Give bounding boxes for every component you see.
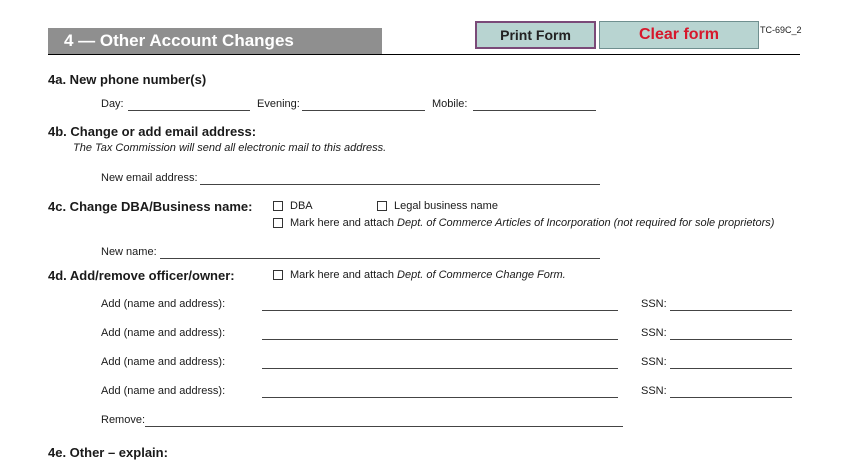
dba-label: DBA (290, 200, 313, 212)
ssn-label-4: SSN: (641, 385, 667, 397)
evening-phone-field[interactable] (302, 109, 425, 111)
ssn-field-1[interactable] (670, 309, 792, 311)
form-code: TC-69C_2 (760, 25, 802, 35)
clear-form-button[interactable]: Clear form (599, 21, 759, 49)
ssn-label-1: SSN: (641, 298, 667, 310)
mobile-label: Mobile: (432, 98, 468, 110)
evening-label: Evening: (257, 98, 300, 110)
add-officer-field-2[interactable] (262, 338, 618, 340)
day-label: Day: (101, 98, 124, 110)
articles-label (290, 217, 774, 229)
add-label-4: Add (name and address): (101, 385, 226, 397)
change-form-checkbox[interactable] (273, 270, 283, 280)
ssn-field-4[interactable] (670, 396, 792, 398)
change-form-label-prefix: Mark here and attach (290, 269, 394, 281)
email-label: New email address: (101, 172, 198, 184)
heading-4b: 4b. Change or add email address: (48, 124, 257, 139)
day-phone-field[interactable] (128, 109, 250, 111)
mobile-phone-field[interactable] (473, 109, 596, 111)
change-form-label-doc: Dept. of Commerce Change Form. (397, 269, 566, 281)
legal-name-label: Legal business name (394, 200, 498, 212)
heading-4c: 4c. Change DBA/Business name: (48, 199, 253, 214)
heading-4e: 4e. Other – explain: (48, 445, 168, 460)
new-name-field[interactable] (160, 257, 600, 259)
articles-label-prefix: Mark here and attach (290, 217, 394, 229)
articles-label-doc: Dept. of Commerce Articles of Incorporation (not required for sole proprietors) (397, 217, 775, 229)
add-label-2: Add (name and address): (101, 327, 226, 339)
ssn-field-3[interactable] (670, 367, 792, 369)
legal-name-checkbox[interactable] (377, 201, 387, 211)
ssn-field-2[interactable] (670, 338, 792, 340)
change-form-label (290, 269, 566, 281)
section-rule (48, 54, 800, 55)
print-form-button[interactable]: Print Form (475, 21, 596, 49)
heading-4d: 4d. Add/remove officer/owner: (48, 268, 235, 283)
ssn-label-3: SSN: (641, 356, 667, 368)
remove-label: Remove: (101, 414, 146, 426)
new-name-label: New name: (101, 246, 157, 258)
email-note: The Tax Commission will send all electronic mail to this address. (73, 142, 387, 154)
dba-checkbox[interactable] (273, 201, 283, 211)
add-officer-field-1[interactable] (262, 309, 618, 311)
articles-checkbox[interactable] (273, 218, 283, 228)
add-officer-field-3[interactable] (262, 367, 618, 369)
section-title: 4 — Other Account Changes (64, 31, 294, 50)
add-officer-field-4[interactable] (262, 396, 618, 398)
remove-officer-field[interactable] (145, 425, 623, 427)
ssn-label-2: SSN: (641, 327, 667, 339)
email-field[interactable] (200, 183, 600, 185)
add-label-3: Add (name and address): (101, 356, 226, 368)
heading-4a: 4a. New phone number(s) (48, 72, 207, 87)
add-label-1: Add (name and address): (101, 298, 226, 310)
